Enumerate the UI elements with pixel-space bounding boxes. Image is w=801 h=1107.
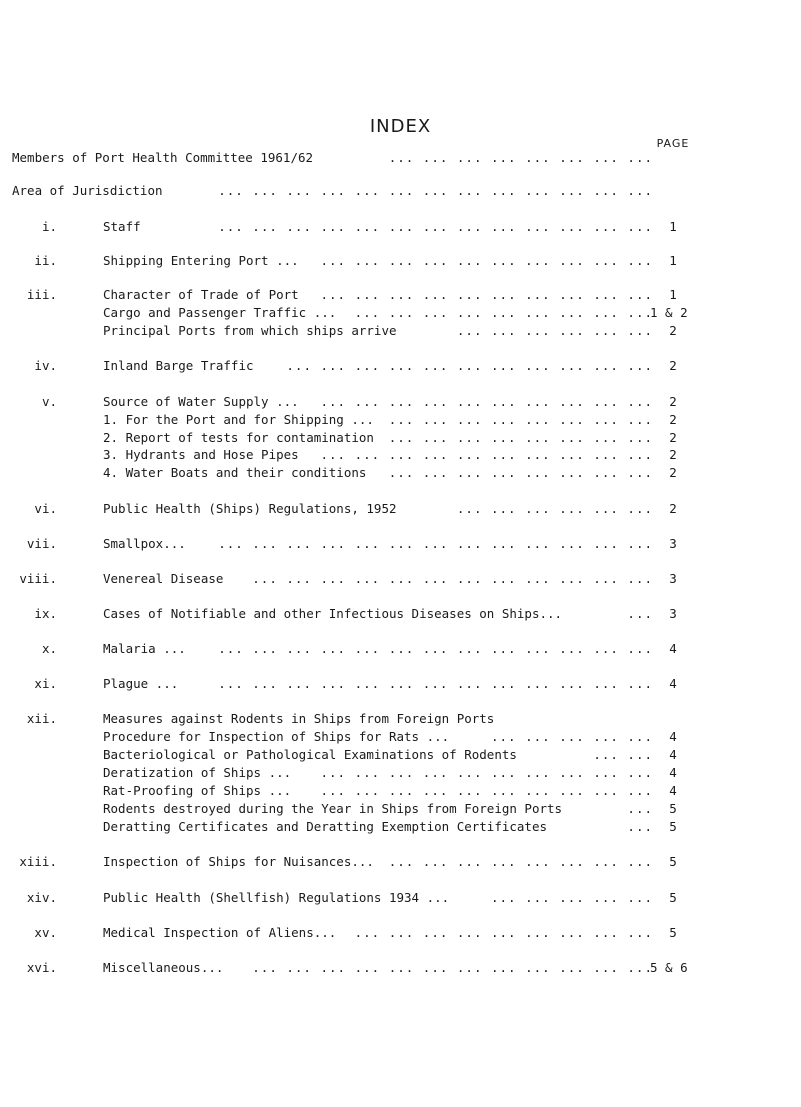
entry-text: Public Health (Shellfish) Regulations 1934 ... <box>103 890 450 905</box>
entry-text: 1. For the Port and for Shipping ... <box>103 412 374 427</box>
entry-number: xiv. <box>26 890 57 905</box>
entry-text: Plague ... <box>103 676 179 691</box>
entry-text: Source of Water Supply ... <box>103 394 299 409</box>
entry-text: Cases of Notifiable and other Infectious Diseases on Ships... <box>103 606 563 621</box>
entry-leader: ... ... <box>593 747 653 762</box>
entry-leader: ... ... ... ... ... ... ... ... <box>388 465 653 480</box>
entry-leader: ... ... ... ... ... ... ... ... ... ... ... ... <box>252 571 653 586</box>
index-entry <box>0 854 801 870</box>
index-entry <box>0 536 801 552</box>
entry-number: xi. <box>34 676 57 691</box>
entry-page: 2 <box>669 394 677 409</box>
index-entry <box>0 765 801 781</box>
index-entry <box>0 394 801 410</box>
entry-leader: ... ... ... ... ... ... ... ... ... ... ... ... <box>252 960 653 975</box>
entry-leader: ... ... ... ... ... ... ... ... ... ... <box>320 287 653 302</box>
entry-page: 2 <box>669 412 677 427</box>
entry-number: x. <box>41 641 57 656</box>
entry-leader: ... ... ... ... ... ... ... ... <box>388 150 653 165</box>
entry-text: Venereal Disease <box>103 571 224 586</box>
entry-page: 4 <box>669 641 677 656</box>
entry-page: 4 <box>669 765 677 780</box>
entry-number: i. <box>41 219 57 234</box>
index-entry <box>0 412 801 428</box>
entry-page: 4 <box>669 783 677 798</box>
entry-page: 2 <box>669 323 677 338</box>
entry-text: Malaria ... <box>103 641 186 656</box>
entry-page: 5 <box>669 854 677 869</box>
entry-text: Miscellaneous... <box>103 960 224 975</box>
index-entry <box>0 676 801 692</box>
entry-page: 5 <box>669 819 677 834</box>
index-entry <box>0 747 801 763</box>
entry-leader: ... <box>627 801 653 816</box>
index-entry <box>0 819 801 835</box>
entry-text: Members of Port Health Committee 1961/62 <box>12 150 314 165</box>
index-entry <box>0 571 801 587</box>
index-entry <box>0 358 801 374</box>
entry-leader: ... ... ... ... ... ... <box>456 501 653 516</box>
entry-page: 1 <box>669 219 677 234</box>
index-entry <box>0 253 801 269</box>
entry-page: 5 & 6 <box>650 960 688 975</box>
entry-number: ii. <box>34 253 57 268</box>
entry-leader: ... ... ... ... ... ... ... ... ... ... ... ... ... <box>218 219 653 234</box>
page-title: INDEX <box>369 116 432 137</box>
entry-number: xvi. <box>26 960 57 975</box>
index-entry <box>0 641 801 657</box>
entry-text: Smallpox... <box>103 536 186 551</box>
entry-number: viii. <box>19 571 57 586</box>
entry-page: 2 <box>669 447 677 462</box>
entry-leader: ... <box>627 606 653 621</box>
index-entry <box>0 430 801 446</box>
index-entry <box>0 729 801 745</box>
entry-page: 5 <box>669 890 677 905</box>
entry-text: Measures against Rodents in Ships from Foreign Ports <box>103 711 495 726</box>
entry-number: xiii. <box>19 854 57 869</box>
index-entry <box>0 447 801 463</box>
entry-leader: ... ... ... ... ... ... ... ... <box>388 430 653 445</box>
index-entry <box>0 150 801 166</box>
entry-number: vi. <box>34 501 57 516</box>
entry-leader: ... ... ... ... ... ... ... ... ... ... <box>320 253 653 268</box>
entry-text: Deratization of Ships ... <box>103 765 292 780</box>
entry-page: 1 & 2 <box>650 305 688 320</box>
entry-text: Medical Inspection of Aliens... <box>103 925 337 940</box>
entry-text: Character of Trade of Port <box>103 287 299 302</box>
entry-number: ix. <box>34 606 57 621</box>
entry-page: 1 <box>669 287 677 302</box>
entry-page: 1 <box>669 253 677 268</box>
entry-text: 2. Report of tests for contamination <box>103 430 374 445</box>
entry-leader: ... ... ... ... ... ... ... ... ... ... <box>320 765 653 780</box>
entry-leader: ... <box>627 819 653 834</box>
entry-text: Deratting Certificates and Deratting Exemption Certificates <box>103 819 548 834</box>
entry-text: Inspection of Ships for Nuisances... <box>103 854 374 869</box>
index-entry <box>0 219 801 235</box>
entry-number: xii. <box>26 711 57 726</box>
entry-text: Inland Barge Traffic <box>103 358 254 373</box>
entry-leader: ... ... ... ... ... ... ... ... ... ... ... ... ... <box>218 676 653 691</box>
entry-text: Public Health (Ships) Regulations, 1952 <box>103 501 397 516</box>
entry-number: vii. <box>26 536 57 551</box>
entry-text: Bacteriological or Pathological Examinations of Rodents <box>103 747 517 762</box>
index-entry <box>0 890 801 906</box>
entry-leader: ... ... ... ... ... ... ... ... <box>388 412 653 427</box>
entry-text: Cargo and Passenger Traffic ... <box>103 305 337 320</box>
entry-page: 5 <box>669 801 677 816</box>
entry-leader: ... ... ... ... ... ... ... ... ... ... ... ... ... <box>218 183 653 198</box>
entry-text: Procedure for Inspection of Ships for Rats ... <box>103 729 450 744</box>
index-entry <box>0 323 801 339</box>
entry-leader: ... ... ... ... ... ... ... ... ... ... <box>320 447 653 462</box>
entry-leader: ... ... ... ... ... <box>491 890 653 905</box>
page-column-heading: PAGE <box>656 137 690 150</box>
index-entry <box>0 183 801 199</box>
entry-leader: ... ... ... ... ... ... ... ... ... ... ... ... ... <box>218 536 653 551</box>
entry-page: 4 <box>669 747 677 762</box>
entry-text: Shipping Entering Port ... <box>103 253 299 268</box>
entry-page: 4 <box>669 676 677 691</box>
entry-number: iv. <box>34 358 57 373</box>
entry-page: 3 <box>669 606 677 621</box>
entry-page: 3 <box>669 571 677 586</box>
entry-leader: ... ... ... ... ... ... ... ... ... ... <box>320 394 653 409</box>
entry-page: 2 <box>669 358 677 373</box>
entry-text: Rodents destroyed during the Year in Ships from Foreign Ports <box>103 801 563 816</box>
entry-text: 3. Hydrants and Hose Pipes <box>103 447 299 462</box>
entry-leader: ... ... ... ... ... <box>491 729 653 744</box>
index-entry <box>0 801 801 817</box>
index-entry <box>0 465 801 481</box>
entry-page: 3 <box>669 536 677 551</box>
entry-page: 2 <box>669 430 677 445</box>
entry-number: xv. <box>34 925 57 940</box>
entry-leader: ... ... ... ... ... ... ... ... ... ... ... ... ... <box>218 641 653 656</box>
entry-leader: ... ... ... ... ... ... ... ... ... <box>354 305 653 320</box>
entry-text: Staff <box>103 219 141 234</box>
entry-text: Rat-Proofing of Ships ... <box>103 783 292 798</box>
entry-leader: ... ... ... ... ... ... ... ... <box>388 854 653 869</box>
entry-page: 2 <box>669 465 677 480</box>
entry-leader: ... ... ... ... ... ... <box>456 323 653 338</box>
entry-number: iii. <box>26 287 57 302</box>
entry-page: 2 <box>669 501 677 516</box>
index-entry <box>0 925 801 941</box>
index-entry <box>0 305 801 321</box>
index-entry <box>0 287 801 303</box>
entry-text: Principal Ports from which ships arrive <box>103 323 397 338</box>
entry-leader: ... ... ... ... ... ... ... ... ... ... ... <box>286 358 653 373</box>
index-entry <box>0 960 801 976</box>
index-entry <box>0 711 801 727</box>
index-entry <box>0 606 801 622</box>
index-entry <box>0 501 801 517</box>
entry-page: 5 <box>669 925 677 940</box>
index-entry <box>0 783 801 799</box>
entry-page: 4 <box>669 729 677 744</box>
entry-text: 4. Water Boats and their conditions <box>103 465 367 480</box>
entry-number: v. <box>41 394 57 409</box>
entry-text: Area of Jurisdiction <box>12 183 163 198</box>
entry-leader: ... ... ... ... ... ... ... ... ... ... <box>320 783 653 798</box>
entry-leader: ... ... ... ... ... ... ... ... ... <box>354 925 653 940</box>
